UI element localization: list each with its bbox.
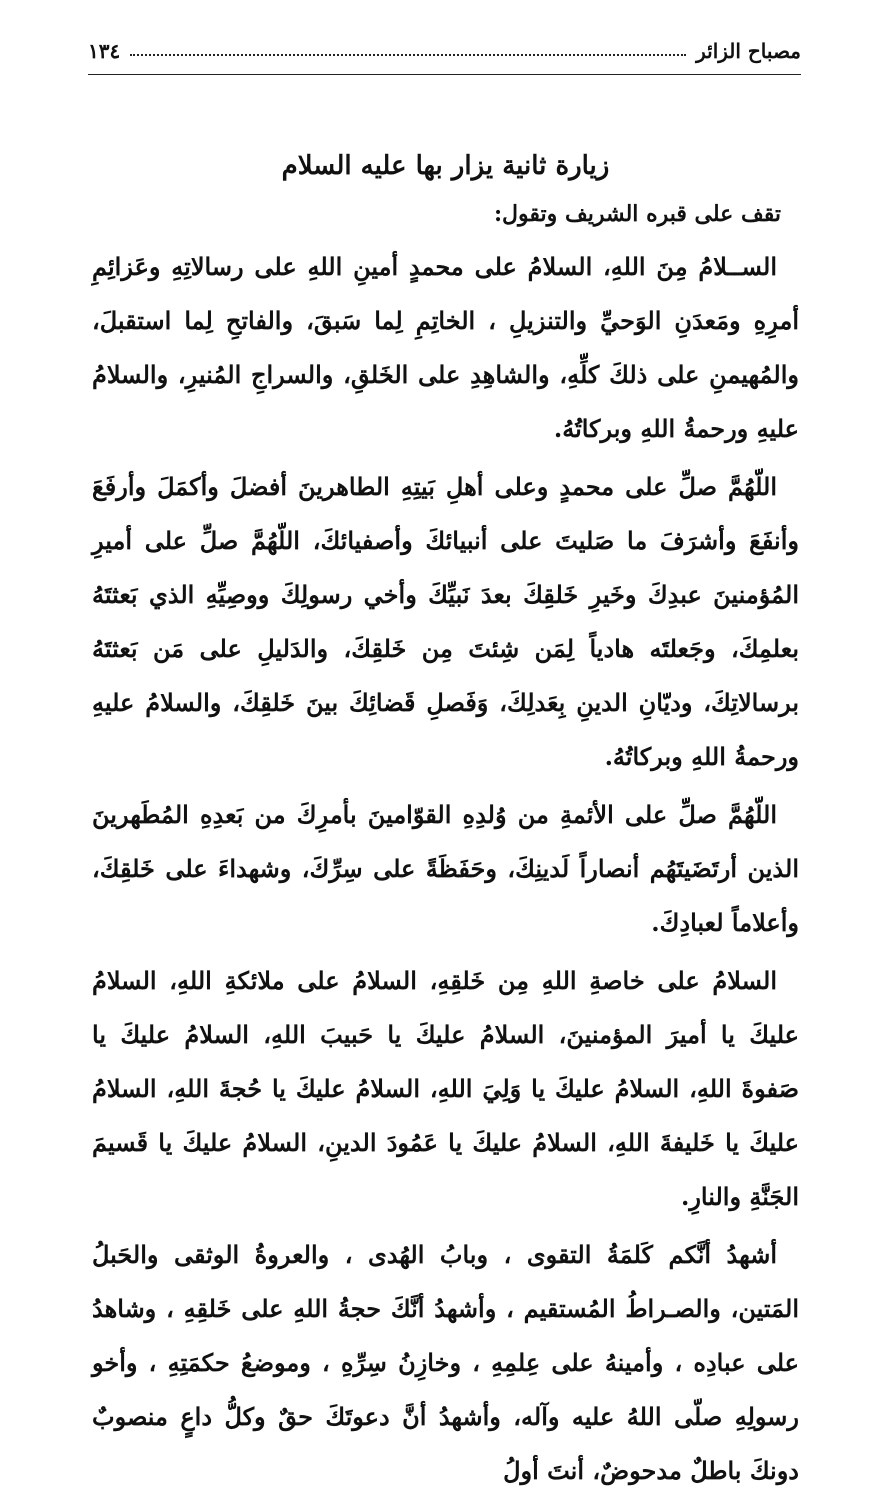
section-title: زيارة ثانية يزار بها عليه السلام [281,151,610,181]
paragraph: الســلامُ مِنَ اللهِ، السلامُ على محمدٍ أمينِ اللهِ على رسالاتِهِ وعَزائِمِ أمرِهِ ومَعدَنِ الوَحيِّ والتنزيلِ ، الخاتِمِ لِما سَبقَ، والفاتحِ لِما استقبلَ، والمُهيمنِ على ذلكَ كلِّهِ، والشاهِدِ على الخَلقِ، والسراجِ المُنيرِ، والسلامُ عليهِ ورحمةُ اللهِ وبركاتُهُ. [92,252,799,443]
paragraph: السلامُ على خاصةِ اللهِ مِن خَلقِهِ، السلامُ على ملائكةِ اللهِ، السلامُ عليكَ يا أميرَ المؤمنينَ، السلامُ عليكَ يا حَبيبَ اللهِ، السلامُ عليكَ يا صَفوةَ اللهِ، السلامُ عليكَ يا وَلِيَ اللهِ، السلامُ عليكَ يا حُجةَ اللهِ، السلامُ عليكَ يا خَليفةَ اللهِ، السلامُ عليكَ يا عَمُودَ الدينِ، السلامُ عليكَ يا قَسيمَ الجَنَّةِ والنارِ. [92,966,799,1211]
section-intro: تقف على قبره الشريف وتقول: [493,201,781,227]
paragraph: اللّهُمَّ صلِّ على الأئمةِ من وُلدِهِ القوّامينَ بأمرِكَ من بَعدِهِ المُطَهرينَ الذين أرتَضَيتَهُم أنصاراً لَدينِكَ، وحَفَظَةً على سِرِّكَ، وشهداءَ على خَلقِكَ، وأعلاماً لعبادِكَ. [92,800,799,937]
page-body [92,144,799,1502]
header-rule [88,74,801,75]
book-title: مصباح الزائر [696,39,801,63]
paragraph: اللّهُمَّ صلِّ على محمدٍ وعلى أهلِ بَيتِهِ الطاهرينَ أفضلَ وأكمَلَ وأرفَعَ وأنفَعَ وأشرَفَ ما صَليتَ على أنبيائكَ وأصفيائكَ، اللّهُمَّ صلِّ على أميرِ المُؤمنينَ عبدِكَ وخَيرِ خَلقِكَ بعدَ نَبيِّكَ وأخي رسولِكَ ووصِيِّهِ الذي بَعثتَهُ بعلمِكَ، وجَعلتَه هادياً لِمَن شِئتَ مِن خَلقِكَ، والدَليلِ على مَن بَعثتَهُ برسالاتِكَ، وديّانِ الدينِ بِعَدلِكَ، وَفَصلِ قَضائِكَ بينَ خَلقِكَ، والسلامُ عليهِ ورحمةُ اللهِ وبركاتُهُ. [92,472,799,771]
page-number: ١٣٤ [88,39,121,63]
paragraph: أشهدُ أنَّكم كَلمَةُ التقوى ، وبابُ الهُدى ، والعروةُ الوثقى والحَبلُ المَتين، والصـراطُ المُستقيم ، وأشهدُ أنَّكَ حجةُ اللهِ على خَلقِهِ ، وشاهدُ على عبادِه ، وأمينهُ على عِلمِهِ ، وخازِنُ سِرِّهِ ، وموضعُ حكمَتِهِ ، وأخو رسولِهِ صلّى اللهُ عليه وآله، وأشهدُ أنَّ دعوتَكَ حقٌ وكلُّ داعٍ منصوبٌ دونكَ باطلٌ مدحوضٌ، أنتَ أولُ [92,1240,799,1485]
running-header [88,34,801,68]
leader-dots [130,54,686,56]
